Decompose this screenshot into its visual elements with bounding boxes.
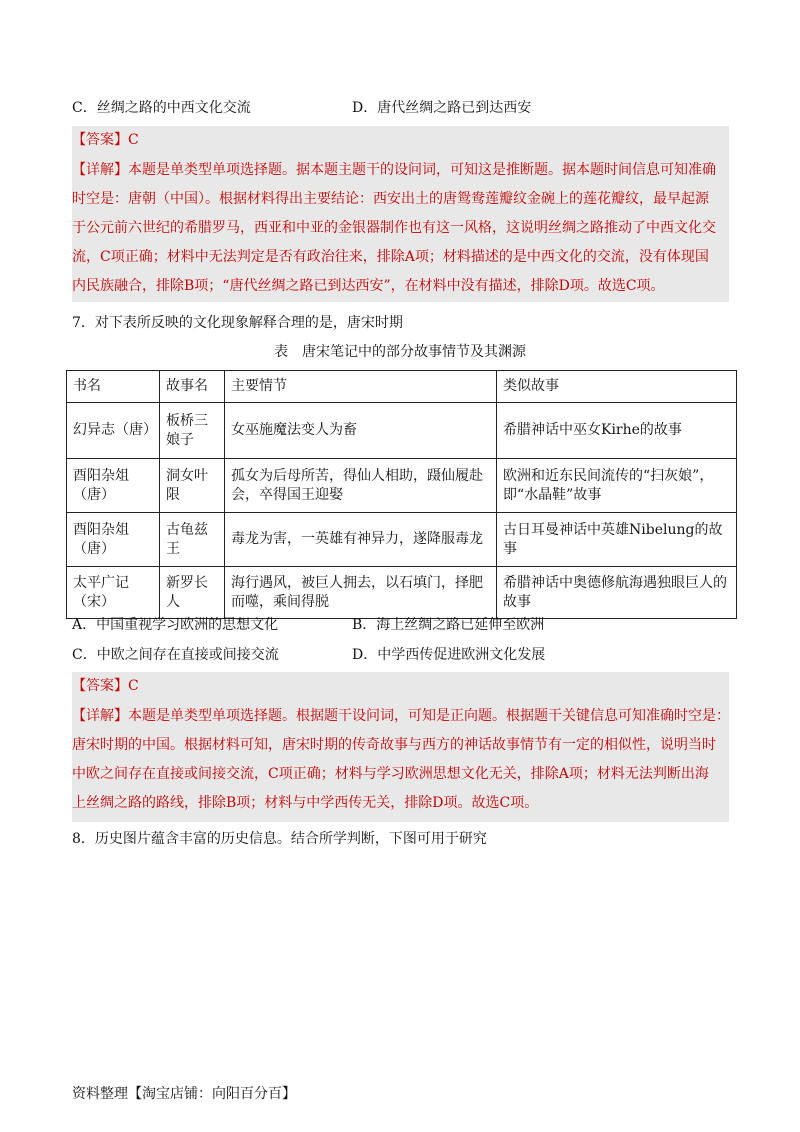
table-row [67,403,737,459]
table-cell: 欧洲和近东民间流传的“扫灰娘”，即“水晶鞋”故事 [497,459,737,513]
answer-label: 【答案】C [72,678,139,694]
answer-detail-line: 时空是：唐朝（中国）。根据材料得出主要结论：西安出土的唐鸳鸯莲瓣纹金碗上的莲花瓣纹，最早起源 [72,191,709,207]
option-b: B．海上丝绸之路已延伸至欧洲 [352,617,545,633]
table-cell: 海行遇风，被巨人拥去，以石填门，择肥而噬，乘间得脱 [225,567,497,619]
table-cell: 古日耳曼神话中英雄Nibelung的故事 [497,513,737,567]
table-cell: 新罗长人 [160,567,225,619]
question-7-stem: 7．对下表所反映的文化现象解释合理的是，唐宋时期 [72,315,403,331]
table-row [67,513,737,567]
table-cell: 女巫施魔法变人为畜 [225,403,497,459]
header-cell: 书名 [67,371,160,403]
option-d-prev: D．唐代丝绸之路已到达西安 [352,100,532,116]
answer-detail-line: 【详解】本题是单类型单项选择题。根据题干设问词，可知是正向题。根据题干关键信息可知准确时空是： [72,708,730,724]
option-c: C．中欧之间存在直接或间接交流 [72,647,279,663]
story-table [66,370,737,619]
table-cell: 毒龙为害，一英雄有神异力，遂降服毒龙 [225,513,497,567]
table-cell: 孤女为后母所苦，得仙人相助，蹑仙履赴会，卒得国王迎娶 [225,459,497,513]
question-8-stem: 8．历史图片蕴含丰富的历史信息。结合所学判断，下图可用于研究 [72,831,487,847]
footer-text: 资料整理【淘宝店铺：向阳百分百】 [72,1086,296,1102]
table-cell: 酉阳杂俎（唐） [67,513,160,567]
answer-detail-line: 流，C项正确；材料中无法判定是否有政治往来，排除A项；材料描述的是中西文化的交流，没有体现国 [72,249,709,265]
answer-detail-line: 中欧之间存在直接或间接交流，C项正确；材料与学习欧洲思想文化无关，排除A项；材料无法判断出海 [72,766,709,782]
table-cell: 酉阳杂俎（唐） [67,459,160,513]
answer-detail-line: 内民族融合，排除B项；“唐代丝绸之路已到达西安”，在材料中没有描述，排除D项。故选C项。 [72,278,665,294]
table-cell: 希腊神话中巫女Kirhe的故事 [497,403,737,459]
header-cell: 主要情节 [225,371,497,403]
answer-detail-line: 【详解】本题是单类型单项选择题。据本题主题干的设问词，可知这是推断题。据本题时间信息可知准确 [72,162,716,178]
answer-detail-line: 唐宋时期的中国。根据材料可知，唐宋时期的传奇故事与西方的神话故事情节有一定的相似性，说明当时 [72,737,716,753]
table-cell: 太平广记（宋） [67,567,160,619]
answer-detail-line: 于公元前六世纪的希腊罗马，西亚和中亚的金银器制作也有这一风格，这说明丝绸之路推动了中西文化交 [72,220,716,236]
table-header-row [67,371,737,403]
table-row [67,459,737,513]
table-row [67,567,737,619]
option-c-prev: C．丝绸之路的中西文化交流 [72,100,251,116]
option-d: D．中学西传促进欧洲文化发展 [352,647,546,663]
table-cell: 古龟兹王 [160,513,225,567]
table-cell: 幻异志（唐） [67,403,160,459]
answer-label: 【答案】C [72,132,139,148]
table-cell: 洞女叶限 [160,459,225,513]
table-cell: 板桥三娘子 [160,403,225,459]
table-cell: 希腊神话中奥德修航海遇独眼巨人的故事 [497,567,737,619]
answer-detail-line: 上丝绸之路的路线，排除B项；材料与中学西传无关，排除D项。故选C项。 [72,795,539,811]
table-caption: 表 唐宋笔记中的部分故事情节及其渊源 [274,344,526,360]
header-cell: 故事名 [160,371,225,403]
header-cell: 类似故事 [497,371,737,403]
option-a: A．中国重视学习欧洲的思想文化 [72,617,279,633]
answer-box-1 [72,126,729,302]
answer-box-2 [72,672,729,822]
